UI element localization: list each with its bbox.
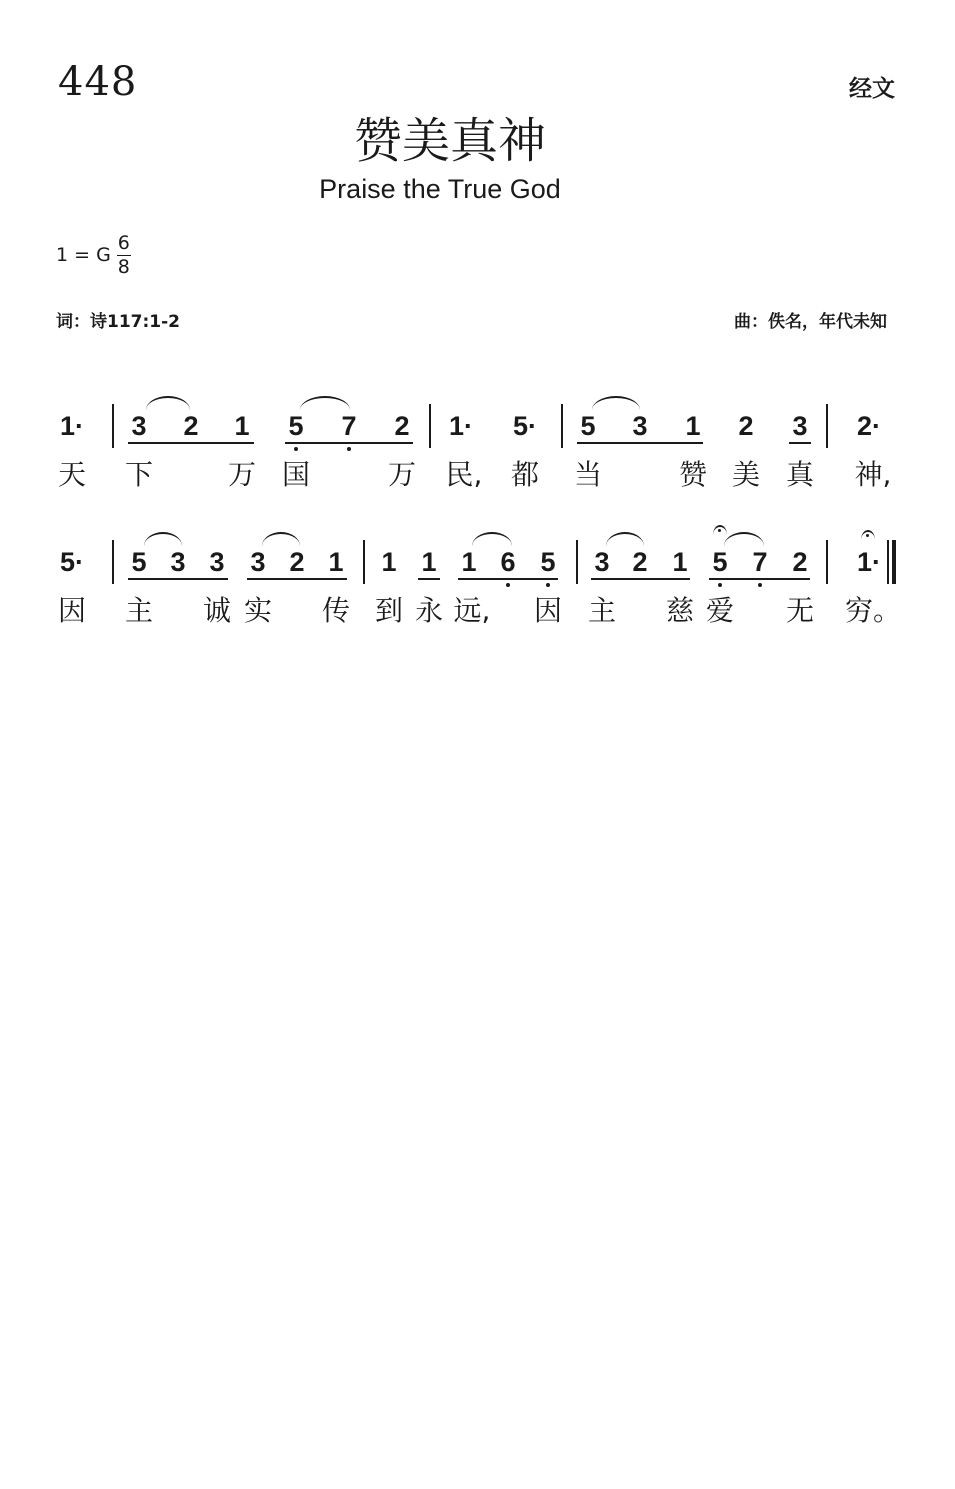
beam xyxy=(709,578,810,580)
note: 3 xyxy=(250,547,266,577)
beam xyxy=(458,578,558,580)
note: 1 xyxy=(421,547,437,577)
note: 5· xyxy=(512,411,538,441)
slur xyxy=(592,396,640,410)
fermata-icon xyxy=(713,525,727,535)
lyric: 万 xyxy=(387,458,417,491)
final-barline xyxy=(887,540,897,584)
note: 1· xyxy=(448,411,474,441)
lyric: 实 xyxy=(243,594,273,627)
note: 2 xyxy=(738,411,754,441)
lyric: 穷。 xyxy=(844,594,902,627)
lyric: 传 xyxy=(321,594,351,627)
lyric: 万 xyxy=(227,458,257,491)
barline xyxy=(429,404,431,448)
low-octave-dot xyxy=(718,583,722,587)
note: 1 xyxy=(234,411,250,441)
beam xyxy=(577,442,703,444)
low-octave-dot xyxy=(347,447,351,451)
final-barline-thick xyxy=(892,540,896,584)
note: 2 xyxy=(632,547,648,577)
note: 7 xyxy=(752,547,768,577)
note: 5 xyxy=(131,547,147,577)
low-octave-dot xyxy=(758,583,762,587)
barline xyxy=(561,404,563,448)
key-label: 1 = G xyxy=(56,244,111,266)
lyric: 爱 xyxy=(705,594,735,627)
barline xyxy=(826,404,828,448)
hymn-number: 448 xyxy=(58,59,138,105)
lyric: 因 xyxy=(533,594,563,627)
beam xyxy=(418,578,440,580)
lyric: 天 xyxy=(57,458,87,491)
barline xyxy=(112,540,114,584)
time-numerator: 6 xyxy=(117,231,130,254)
beam xyxy=(128,442,254,444)
note: 3 xyxy=(632,411,648,441)
slur xyxy=(606,532,644,546)
hymn-title-chinese: 赞美真神 xyxy=(353,113,546,169)
lyric: 民, xyxy=(445,458,483,491)
note: 2 xyxy=(394,411,410,441)
note: 1 xyxy=(381,547,397,577)
note: 1 xyxy=(685,411,701,441)
slur xyxy=(724,532,764,546)
beam xyxy=(128,578,228,580)
lyric: 永 xyxy=(414,594,444,627)
lyric: 因 xyxy=(57,594,87,627)
note: 5· xyxy=(59,547,85,577)
slur xyxy=(262,532,300,546)
final-barline-thin xyxy=(887,540,889,584)
lyric: 美 xyxy=(731,458,761,491)
note: 7 xyxy=(341,411,357,441)
note: 5 xyxy=(712,547,728,577)
music-score xyxy=(0,0,955,700)
lyric: 真 xyxy=(785,458,815,491)
note: 5 xyxy=(288,411,304,441)
beam xyxy=(285,442,413,444)
low-octave-dot xyxy=(294,447,298,451)
note: 2 xyxy=(183,411,199,441)
low-octave-dot xyxy=(546,583,550,587)
lyric: 主 xyxy=(124,594,154,627)
note: 1 xyxy=(672,547,688,577)
slur xyxy=(300,396,350,410)
beam xyxy=(789,442,811,444)
slur xyxy=(472,532,512,546)
note: 1 xyxy=(328,547,344,577)
lyric: 当 xyxy=(573,458,603,491)
note: 3 xyxy=(594,547,610,577)
lyric: 赞 xyxy=(678,458,708,491)
lyricist-credit: 词：诗117:1-2 xyxy=(56,312,180,332)
note: 1· xyxy=(59,411,85,441)
low-octave-dot xyxy=(506,583,510,587)
category-label: 经文 xyxy=(849,76,895,102)
composer-credit: 曲：佚名，年代未知 xyxy=(734,312,887,332)
lyric: 国 xyxy=(281,458,311,491)
note: 1· xyxy=(856,547,882,577)
slur xyxy=(146,396,190,410)
hymn-title-english: Praise the True God xyxy=(319,174,561,204)
barline xyxy=(363,540,365,584)
beam xyxy=(247,578,347,580)
note: 1 xyxy=(461,547,477,577)
lyric: 到 xyxy=(374,594,404,627)
slur xyxy=(144,532,182,546)
note: 3 xyxy=(131,411,147,441)
barline xyxy=(576,540,578,584)
lyric: 诚 xyxy=(202,594,232,627)
note: 3 xyxy=(792,411,808,441)
lyric: 无 xyxy=(785,594,815,627)
note: 2 xyxy=(792,547,808,577)
note: 3 xyxy=(170,547,186,577)
note: 3 xyxy=(209,547,225,577)
time-denominator: 8 xyxy=(117,255,130,278)
lyric: 主 xyxy=(587,594,617,627)
note: 5 xyxy=(540,547,556,577)
lyric: 远, xyxy=(453,594,491,627)
lyric: 慈 xyxy=(665,594,695,627)
lyric: 都 xyxy=(510,458,540,491)
note: 6 xyxy=(500,547,516,577)
lyric: 神, xyxy=(854,458,892,491)
note: 2· xyxy=(856,411,882,441)
barline xyxy=(112,404,114,448)
note: 5 xyxy=(580,411,596,441)
beam xyxy=(591,578,690,580)
barline xyxy=(826,540,828,584)
lyric: 下 xyxy=(124,458,154,491)
note: 2 xyxy=(289,547,305,577)
fermata-icon xyxy=(861,530,875,540)
